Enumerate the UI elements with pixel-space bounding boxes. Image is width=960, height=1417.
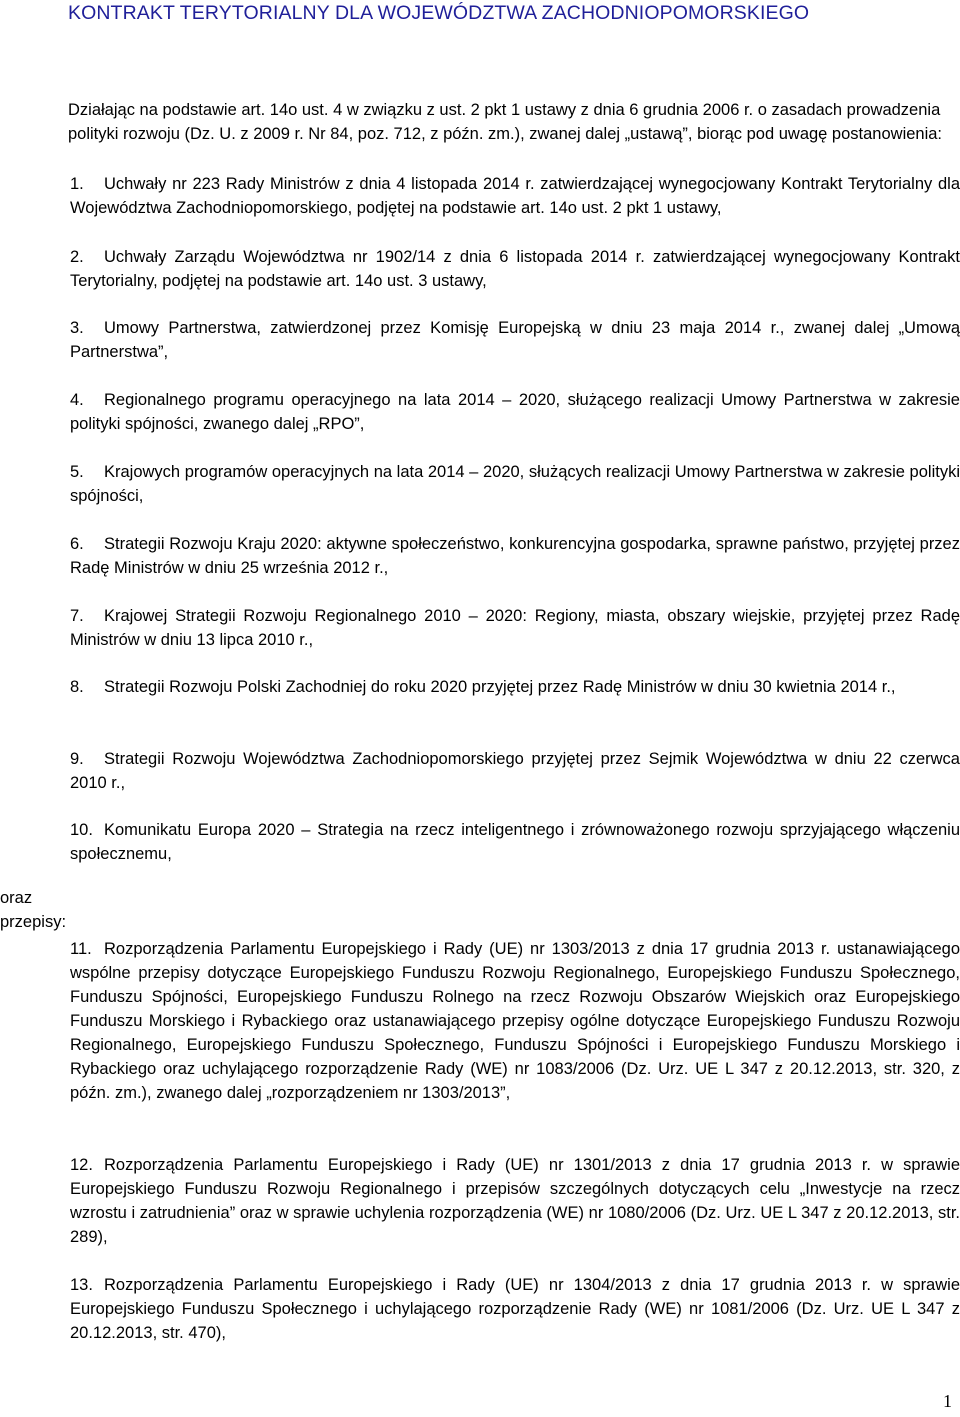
list-item xyxy=(70,818,960,866)
list-item-text: Rozporządzenia Parlamentu Europejskiego i Rady (UE) nr 1304/2013 z dnia 17 grudnia 2013 r. w sprawie Europejskiego Funduszu Społecznego i uchylającego rozporządzenie Rady (WE) nr 1081/2006 (Dz. Urz. UE L 347 z 20.12.2013, str. 470), xyxy=(70,1276,960,1342)
list-item-number: 13. xyxy=(70,1276,93,1294)
list-item xyxy=(70,604,960,652)
list-item-number: 5. xyxy=(70,463,84,481)
oraz-przepisy-label: oraz przepisy: xyxy=(0,889,67,931)
list-item xyxy=(70,1153,960,1249)
list-item-text: Regionalnego programu operacyjnego na lata 2014 – 2020, służącego realizacji Umowy Partnerstwa w zakresie polityki spójności, zwanego dalej „RPO”, xyxy=(70,391,960,433)
list-item xyxy=(70,460,960,508)
list-item xyxy=(70,747,960,795)
list-item-text: Krajowej Strategii Rozwoju Regionalnego 2010 – 2020: Regiony, miasta, obszary wiejskie, przyjętej przez Radę Ministrów w dniu 13 lipca 2010 r., xyxy=(70,607,960,649)
list-item-text: Strategii Rozwoju Polski Zachodniej do roku 2020 przyjętej przez Radę Ministrów w dniu 30 kwietnia 2014 r., xyxy=(104,678,896,696)
list-item-number: 12. xyxy=(70,1156,93,1174)
list-item-text: Umowy Partnerstwa, zatwierdzonej przez Komisję Europejską w dniu 23 maja 2014 r., zwanej dalej „Umową Partnerstwa”, xyxy=(70,319,960,361)
list-item-number: 4. xyxy=(70,391,84,409)
list-item xyxy=(70,937,960,1105)
list-item-text: Strategii Rozwoju Województwa Zachodniopomorskiego przyjętej przez Sejmik Województwa w dniu 22 czerwca 2010 r., xyxy=(70,750,960,792)
list-item-number: 11. xyxy=(70,940,92,958)
list-item xyxy=(70,388,960,436)
list-item-text: Krajowych programów operacyjnych na lata 2014 – 2020, służących realizacji Umowy Partnerstwa w zakresie polityki spójności, xyxy=(70,463,960,505)
list-item xyxy=(70,172,960,220)
list-item xyxy=(70,532,960,580)
list-item-text: Uchwały nr 223 Rady Ministrów z dnia 4 listopada 2014 r. zatwierdzającej wynegocjowany Kontrakt Terytorialny dla Województwa Zachodniopomorskiego, podjętej na podstawie art. 14o ust. 2 pkt 1 ustawy, xyxy=(70,175,960,217)
list-item xyxy=(70,1273,960,1345)
list-item-text: Komunikatu Europa 2020 – Strategia na rzecz inteligentnego i zrównoważonego rozwoju sprzyjającego włączeniu społecznemu, xyxy=(70,821,960,863)
list-item-number: 3. xyxy=(70,319,84,337)
list-item xyxy=(70,316,960,364)
list-item-number: 8. xyxy=(70,678,84,696)
list-item-number: 6. xyxy=(70,535,84,553)
list-item-text: Uchwały Zarządu Województwa nr 1902/14 z dnia 6 listopada 2014 r. zatwierdzającej wynegocjowany Kontrakt Terytorialny, podjętej na podstawie art. 14o ust. 3 ustawy, xyxy=(70,248,960,290)
page-number: 1 xyxy=(943,1391,952,1411)
intro-paragraph: Działając na podstawie art. 14o ust. 4 w związku z ust. 2 pkt 1 ustawy z dnia 6 grudnia 2006 r. o zasadach prowadzenia polityki rozwoju (Dz. U. z 2009 r. Nr 84, poz. 712, z późn. zm.), zwanej dalej „ustawą”, biorąc pod uwagę postanowienia: xyxy=(68,101,943,143)
document-title: KONTRAKT TERYTORIALNY DLA WOJEWÓDZTWA ZACHODNIOPOMORSKIEGO xyxy=(68,2,810,24)
list-item-number: 1. xyxy=(70,175,84,193)
list-item-number: 10. xyxy=(70,821,93,839)
list-item-text: Rozporządzenia Parlamentu Europejskiego i Rady (UE) nr 1301/2013 z dnia 17 grudnia 2013 r. w sprawie Europejskiego Funduszu Rozwoju Regionalnego i przepisów szczególnych dotyczących celu „Inwestycje na rzecz wzrostu i zatrudnienia” oraz w sprawie uchylenia rozporządzenia (WE) nr 1080/2006 (Dz. Urz. UE L 347 z 20.12.2013, str. 289), xyxy=(70,1156,960,1246)
list-item xyxy=(70,245,960,293)
list-item-number: 7. xyxy=(70,607,84,625)
list-item-text: Strategii Rozwoju Kraju 2020: aktywne społeczeństwo, konkurencyjna gospodarka, sprawne państwo, przyjętej przez Radę Ministrów w dniu 25 września 2012 r., xyxy=(70,535,960,577)
list-item-number: 2. xyxy=(70,248,84,266)
list-item-number: 9. xyxy=(70,750,84,768)
list-item xyxy=(70,675,960,699)
list-item-text: Rozporządzenia Parlamentu Europejskiego i Rady (UE) nr 1303/2013 z dnia 17 grudnia 2013 r. ustanawiającego wspólne przepisy dotyczące Europejskiego Funduszu Rozwoju Regionalnego, Europejskiego Funduszu Społecznego, Funduszu Spójności, Europejskiego Funduszu Rolnego na rzecz Rozwoju Obszarów Wiejskich oraz Europejskiego Funduszu Morskiego i Rybackiego oraz ustanawiającego przepisy ogólne dotyczące Europejskiego Funduszu Rozwoju Regionalnego, Europejskiego Funduszu Społecznego, Funduszu Spójności i Europejskiego Funduszu Morskiego i Rybackiego oraz uchylającego rozporządzenie Rady (WE) nr 1083/2006 (Dz. Urz. UE L 347 z 20.12.2013, str. 320, z późn. zm.), zwanego dalej „rozporządzeniem nr 1303/2013”, xyxy=(70,940,960,1102)
